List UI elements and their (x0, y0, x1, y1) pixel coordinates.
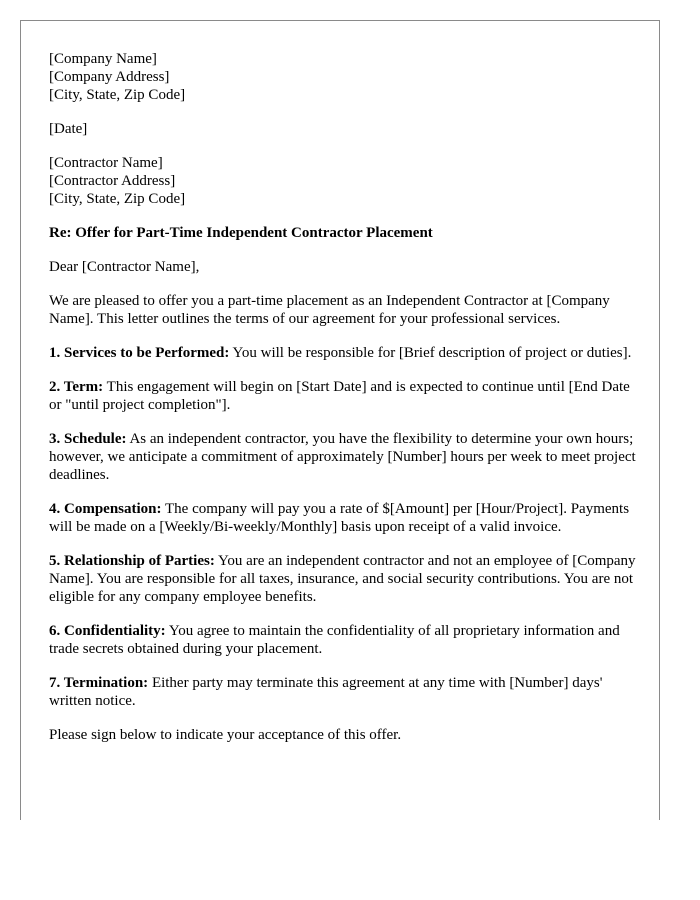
term-heading: 6. Confidentiality: (49, 623, 166, 639)
term-services (49, 344, 639, 362)
term-text: Either party may terminate this agreement at any time with [Number] days' written notice. (49, 675, 603, 709)
sender-company-address: [Company Address] (49, 69, 170, 85)
closing-paragraph: Please sign below to indicate your acceptance of this offer. (49, 727, 402, 743)
letter-page (20, 20, 660, 820)
recipient-address-block (49, 154, 639, 208)
letter-body (49, 50, 639, 744)
term-heading: 7. Termination: (49, 675, 149, 691)
term-termination (49, 674, 639, 710)
term-text: You will be responsible for [Brief description of project or duties]. (229, 345, 632, 361)
term-text: You agree to maintain the confidentiality of all proprietary information and trade secrets obtained during your placement. (49, 623, 620, 657)
term-heading: 2. Term: (49, 379, 104, 395)
sender-address-block (49, 50, 639, 104)
recipient-city-state-zip: [City, State, Zip Code] (49, 191, 186, 207)
term-compensation (49, 500, 639, 536)
salutation: Dear [Contractor Name], (49, 259, 200, 275)
term-text: As an independent contractor, you have the flexibility to determine your own hours; however, we anticipate a commitment of approximately [Number] hours per week to meet project deadlines. (49, 431, 636, 483)
term-heading: 5. Relationship of Parties: (49, 553, 215, 569)
term-relationship (49, 552, 639, 606)
recipient-name: [Contractor Name] (49, 155, 163, 171)
recipient-address: [Contractor Address] (49, 173, 176, 189)
letter-date: [Date] (49, 121, 88, 137)
subject-line: Re: Offer for Part-Time Independent Contractor Placement (49, 225, 433, 241)
term-heading: 3. Schedule: (49, 431, 127, 447)
term-text: The company will pay you a rate of $[Amount] per [Hour/Project]. Payments will be made on a [Weekly/Bi-weekly/Monthly] basis upon receipt of a valid invoice. (49, 501, 630, 535)
term-heading: 4. Compensation: (49, 501, 162, 517)
term-duration (49, 378, 639, 414)
term-text: This engagement will begin on [Start Date] and is expected to continue until [End Date or "until project completion"]. (49, 379, 630, 413)
intro-paragraph: We are pleased to offer you a part-time placement as an Independent Contractor at [Company Name]. This letter outlines the terms of our agreement for your professional services. (49, 293, 610, 327)
sender-company-name: [Company Name] (49, 51, 157, 67)
term-heading: 1. Services to be Performed: (49, 345, 230, 361)
term-schedule (49, 430, 639, 484)
date-block (49, 120, 639, 138)
term-confidentiality (49, 622, 639, 658)
sender-city-state-zip: [City, State, Zip Code] (49, 87, 186, 103)
term-text: You are an independent contractor and not an employee of [Company Name]. You are responsible for all taxes, insurance, and social security contributions. You are not eligible for any company employee benefits. (49, 553, 636, 605)
